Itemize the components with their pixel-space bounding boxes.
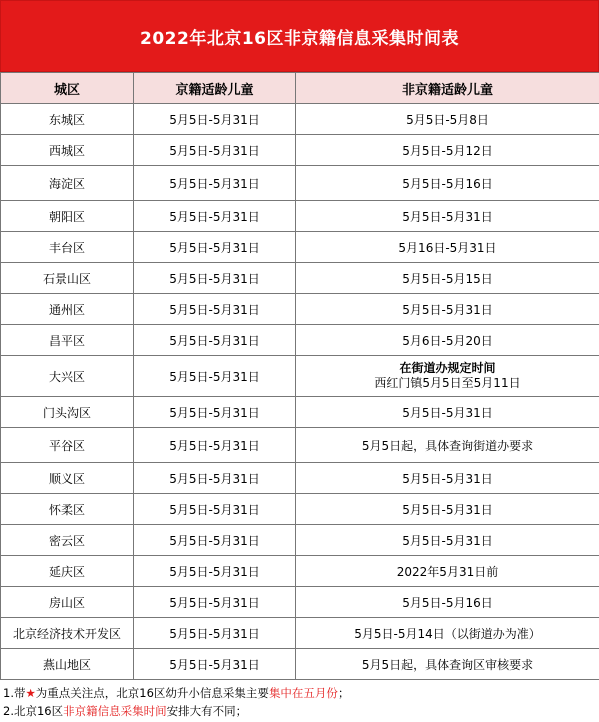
nonlocal-date-cell: 5月5日-5月8日	[296, 104, 599, 135]
local-date-cell: 5月5日-5月31日	[134, 294, 296, 325]
district-cell: 海淀区	[1, 166, 134, 201]
header-local-children: 京籍适龄儿童	[134, 73, 296, 104]
footnote-1-highlight: 集中在五月份	[268, 686, 338, 700]
nonlocal-date-cell: 5月5日-5月31日	[296, 525, 599, 556]
table-row	[1, 649, 599, 680]
table-row	[1, 263, 599, 294]
district-cell: 东城区	[1, 104, 134, 135]
table-row	[1, 494, 599, 525]
nonlocal-date-cell: 5月5日-5月31日	[296, 494, 599, 525]
district-cell: 顺义区	[1, 463, 134, 494]
district-cell: 昌平区	[1, 325, 134, 356]
table-row	[1, 232, 599, 263]
nonlocal-date-cell: 5月5日-5月14日（以街道办为准）	[296, 618, 599, 649]
footnote-2-highlight: 非京籍信息采集时间	[63, 704, 167, 718]
district-cell: 北京经济技术开发区	[1, 618, 134, 649]
table-title: 2022年北京16区非京籍信息采集时间表	[0, 0, 599, 72]
footnote-1-prefix: 1.带	[3, 686, 26, 700]
local-date-cell: 5月5日-5月31日	[134, 463, 296, 494]
header-row	[1, 73, 599, 104]
district-cell: 朝阳区	[1, 201, 134, 232]
footnotes	[0, 684, 599, 720]
table-row	[1, 135, 599, 166]
table-row	[1, 556, 599, 587]
footnote-2	[3, 702, 599, 720]
local-date-cell: 5月5日-5月31日	[134, 104, 296, 135]
table-row	[1, 587, 599, 618]
schedule-table	[0, 72, 599, 680]
district-cell: 门头沟区	[1, 397, 134, 428]
nonlocal-date-cell: 5月5日起，具体查询街道办要求	[296, 428, 599, 463]
footnote-1-text: 为重点关注点，北京16区幼升小信息采集主要	[35, 686, 269, 700]
district-cell: 通州区	[1, 294, 134, 325]
nonlocal-date-cell: 5月5日-5月31日	[296, 397, 599, 428]
district-cell: 石景山区	[1, 263, 134, 294]
table-row	[1, 166, 599, 201]
nonlocal-date-cell: 5月6日-5月20日	[296, 325, 599, 356]
nonlocal-date-cell: 5月5日-5月16日	[296, 587, 599, 618]
table-row	[1, 201, 599, 232]
district-cell: 西城区	[1, 135, 134, 166]
local-date-cell: 5月5日-5月31日	[134, 232, 296, 263]
nonlocal-date-cell: 5月5日-5月31日	[296, 294, 599, 325]
nonlocal-date-cell: 5月5日-5月16日	[296, 166, 599, 201]
district-cell: 大兴区	[1, 356, 134, 397]
district-cell: 延庆区	[1, 556, 134, 587]
local-date-cell: 5月5日-5月31日	[134, 397, 296, 428]
nonlocal-date-cell: 5月5日起，具体查询区审核要求	[296, 649, 599, 680]
table-row	[1, 428, 599, 463]
local-date-cell: 5月5日-5月31日	[134, 428, 296, 463]
table-row	[1, 618, 599, 649]
header-district: 城区	[1, 73, 134, 104]
local-date-cell: 5月5日-5月31日	[134, 556, 296, 587]
nonlocal-date-cell: 5月16日-5月31日	[296, 232, 599, 263]
local-date-cell: 5月5日-5月31日	[134, 356, 296, 397]
district-cell: 燕山地区	[1, 649, 134, 680]
district-cell: 房山区	[1, 587, 134, 618]
local-date-cell: 5月5日-5月31日	[134, 135, 296, 166]
district-cell: 密云区	[1, 525, 134, 556]
nonlocal-date-cell: 5月5日-5月31日	[296, 463, 599, 494]
local-date-cell: 5月5日-5月31日	[134, 587, 296, 618]
nonlocal-note-detail: 西红门镇5月5日至5月11日	[374, 376, 521, 390]
local-date-cell: 5月5日-5月31日	[134, 649, 296, 680]
local-date-cell: 5月5日-5月31日	[134, 263, 296, 294]
district-cell: 丰台区	[1, 232, 134, 263]
table-row	[1, 294, 599, 325]
footnote-1	[3, 684, 599, 702]
local-date-cell: 5月5日-5月31日	[134, 525, 296, 556]
nonlocal-date-cell: 2022年5月31日前	[296, 556, 599, 587]
nonlocal-date-cell	[296, 356, 599, 397]
local-date-cell: 5月5日-5月31日	[134, 618, 296, 649]
nonlocal-note-strong: 在街道办规定时间	[399, 361, 496, 375]
nonlocal-date-cell: 5月5日-5月12日	[296, 135, 599, 166]
local-date-cell: 5月5日-5月31日	[134, 201, 296, 232]
star-icon: ★	[25, 686, 36, 700]
nonlocal-date-cell: 5月5日-5月15日	[296, 263, 599, 294]
local-date-cell: 5月5日-5月31日	[134, 325, 296, 356]
district-cell: 平谷区	[1, 428, 134, 463]
local-date-cell: 5月5日-5月31日	[134, 166, 296, 201]
table-row	[1, 397, 599, 428]
footnote-1-suffix: ；	[337, 686, 350, 700]
local-date-cell: 5月5日-5月31日	[134, 494, 296, 525]
nonlocal-date-cell: 5月5日-5月31日	[296, 201, 599, 232]
district-cell: 怀柔区	[1, 494, 134, 525]
table-row	[1, 525, 599, 556]
footnote-2-prefix: 2.北京16区	[3, 704, 64, 718]
footnote-2-suffix: 安排大有不同；	[166, 704, 248, 718]
table-row	[1, 463, 599, 494]
table-row	[1, 356, 599, 397]
header-nonlocal-children: 非京籍适龄儿童	[296, 73, 599, 104]
table-row	[1, 104, 599, 135]
table-row	[1, 325, 599, 356]
